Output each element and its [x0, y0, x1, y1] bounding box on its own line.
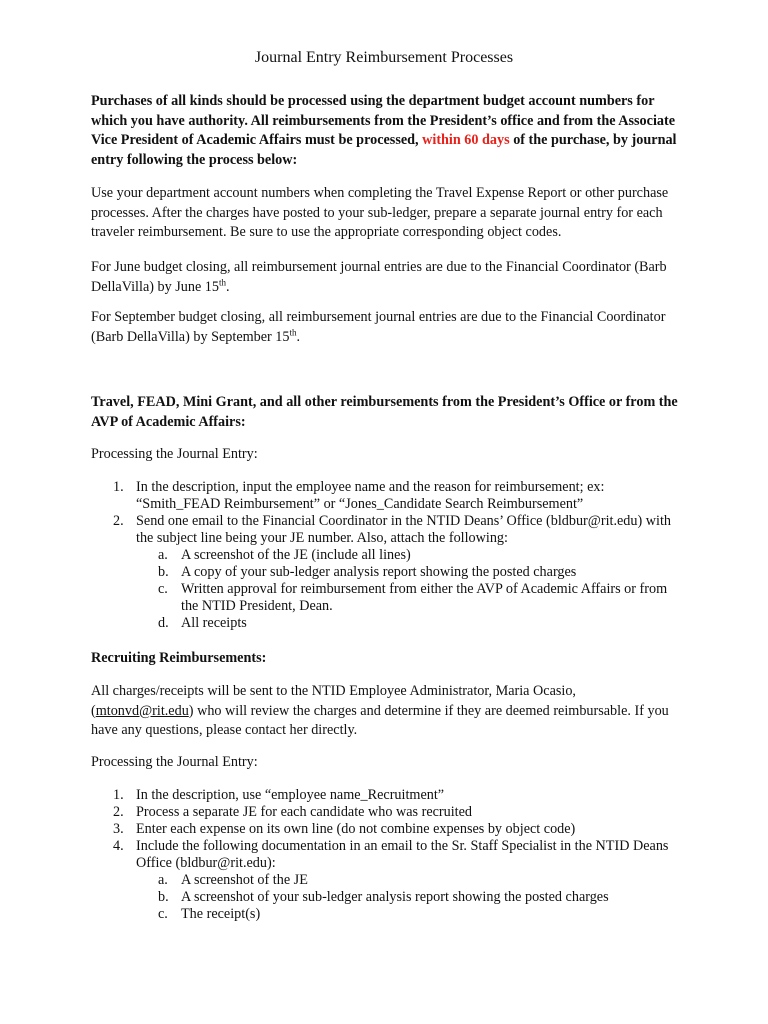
june-text: For June budget closing, all reimbursement journal entries are due to the Financial Coordinator (Barb DellaVilla) by June 15 [91, 259, 667, 295]
email-link[interactable]: mtonvd@rit.edu [95, 702, 189, 719]
section-recruiting-heading: Recruiting Reimbursements: [91, 650, 267, 666]
intro-text-1: Purchases of all kinds should be processed using the department budget account numbers for which you have authority. All reimbursements from the President’s office and from the Associate Vice President of Academic Affairs must be processed, [91, 93, 676, 148]
september-sup: th [289, 326, 297, 337]
june-end: . [226, 278, 230, 295]
list-letter: a. [158, 547, 168, 563]
list-item [91, 889, 681, 906]
list-number: 4. [113, 838, 124, 854]
paragraph-recruiting [91, 682, 681, 741]
list-item-text: A copy of your sub-ledger analysis report showing the posted charges [181, 564, 577, 580]
list-item [91, 547, 681, 564]
list-item [91, 872, 681, 889]
list-item-text: A screenshot of the JE [181, 872, 308, 888]
list-item [91, 906, 681, 923]
list-number: 1. [113, 479, 124, 495]
list-item [91, 838, 681, 923]
document-title: Journal Entry Reimbursement Processes [254, 49, 514, 66]
list-item [91, 821, 681, 838]
september-end: . [296, 328, 301, 345]
list-item-text: All receipts [181, 615, 247, 631]
list-item [91, 581, 681, 615]
documentation-sublist [136, 872, 681, 923]
september-text: For September budget closing, all reimbursement journal entries are due to the Financial Coordinator (Barb DellaVilla) by September 15 [91, 309, 666, 345]
list-letter: b. [158, 889, 169, 905]
list-item-text: Send one email to the Financial Coordinator in the NTID Deans’ Office (bldbur@rit.edu) with the subject line being your JE number. Also, attach the following: [136, 513, 671, 546]
section-travel-heading: Travel, FEAD, Mini Grant, and all other reimbursements from the President’s Office or from the AVP of Academic Affairs: [91, 394, 678, 430]
section-travel-lead: Processing the Journal Entry: [91, 446, 258, 462]
list-item-text: Enter each expense on its own line (do not combine expenses by object code) [136, 821, 576, 837]
intro-paragraph [91, 92, 681, 170]
list-item [91, 564, 681, 581]
list-letter: c. [158, 581, 168, 597]
list-item [91, 787, 681, 804]
paragraph-june-closing [91, 258, 681, 297]
intro-highlight: within 60 days [422, 132, 510, 148]
list-item-text: A screenshot of the JE (include all lines) [181, 547, 411, 563]
list-letter: b. [158, 564, 169, 580]
list-item [91, 615, 681, 632]
list-item [91, 479, 681, 513]
list-letter: c. [158, 906, 168, 922]
list-number: 2. [113, 804, 124, 820]
list-number: 3. [113, 821, 124, 837]
attachment-sublist [136, 547, 681, 632]
recruiting-steps-list [91, 787, 681, 923]
list-letter: d. [158, 615, 169, 631]
section-recruiting-lead: Processing the Journal Entry: [91, 754, 258, 770]
list-item-text: Process a separate JE for each candidate who was recruited [136, 804, 473, 820]
list-item-text: The receipt(s) [181, 906, 261, 922]
list-item-text: A screenshot of your sub-ledger analysis report showing the posted charges [181, 889, 609, 905]
list-letter: a. [158, 872, 168, 888]
list-item-text: Include the following documentation in an email to the Sr. Staff Specialist in the NTID Deans Office (bldbur@rit.edu): [136, 838, 669, 871]
list-item-text: Written approval for reimbursement from either the AVP of Academic Affairs or from the NTID President, Dean. [181, 581, 668, 614]
paragraph-account-numbers: Use your department account numbers when completing the Travel Expense Report or other purchase processes. After the charges have posted to your sub-ledger, prepare a separate journal entry for each traveler reimbursement. Be sure to use the appropriate corresponding object codes. [91, 185, 669, 240]
list-item [91, 804, 681, 821]
recruiting-text-1: All charges/receipts will be sent to the NTID Employee Administrator, Maria Ocasio, ( [91, 683, 576, 719]
paragraph-september-closing [91, 308, 681, 347]
list-item-text: In the description, input the employee name and the reason for reimbursement; ex: “Smith_FEAD Reimbursement” or “Jones_Candidate Search Reimbursement” [136, 479, 605, 512]
list-number: 1. [113, 787, 124, 803]
list-item [91, 513, 681, 632]
travel-steps-list [91, 479, 681, 632]
recruiting-text-2: ) who will review the charges and determine if they are deemed reimbursable. If you have any questions, please contact her directly. [91, 702, 669, 738]
list-number: 2. [113, 513, 124, 529]
list-item-text: In the description, use “employee name_Recruitment” [136, 787, 445, 803]
june-sup: th [219, 276, 227, 287]
intro-text-2: of the purchase, by journal entry following the process below: [91, 132, 677, 168]
